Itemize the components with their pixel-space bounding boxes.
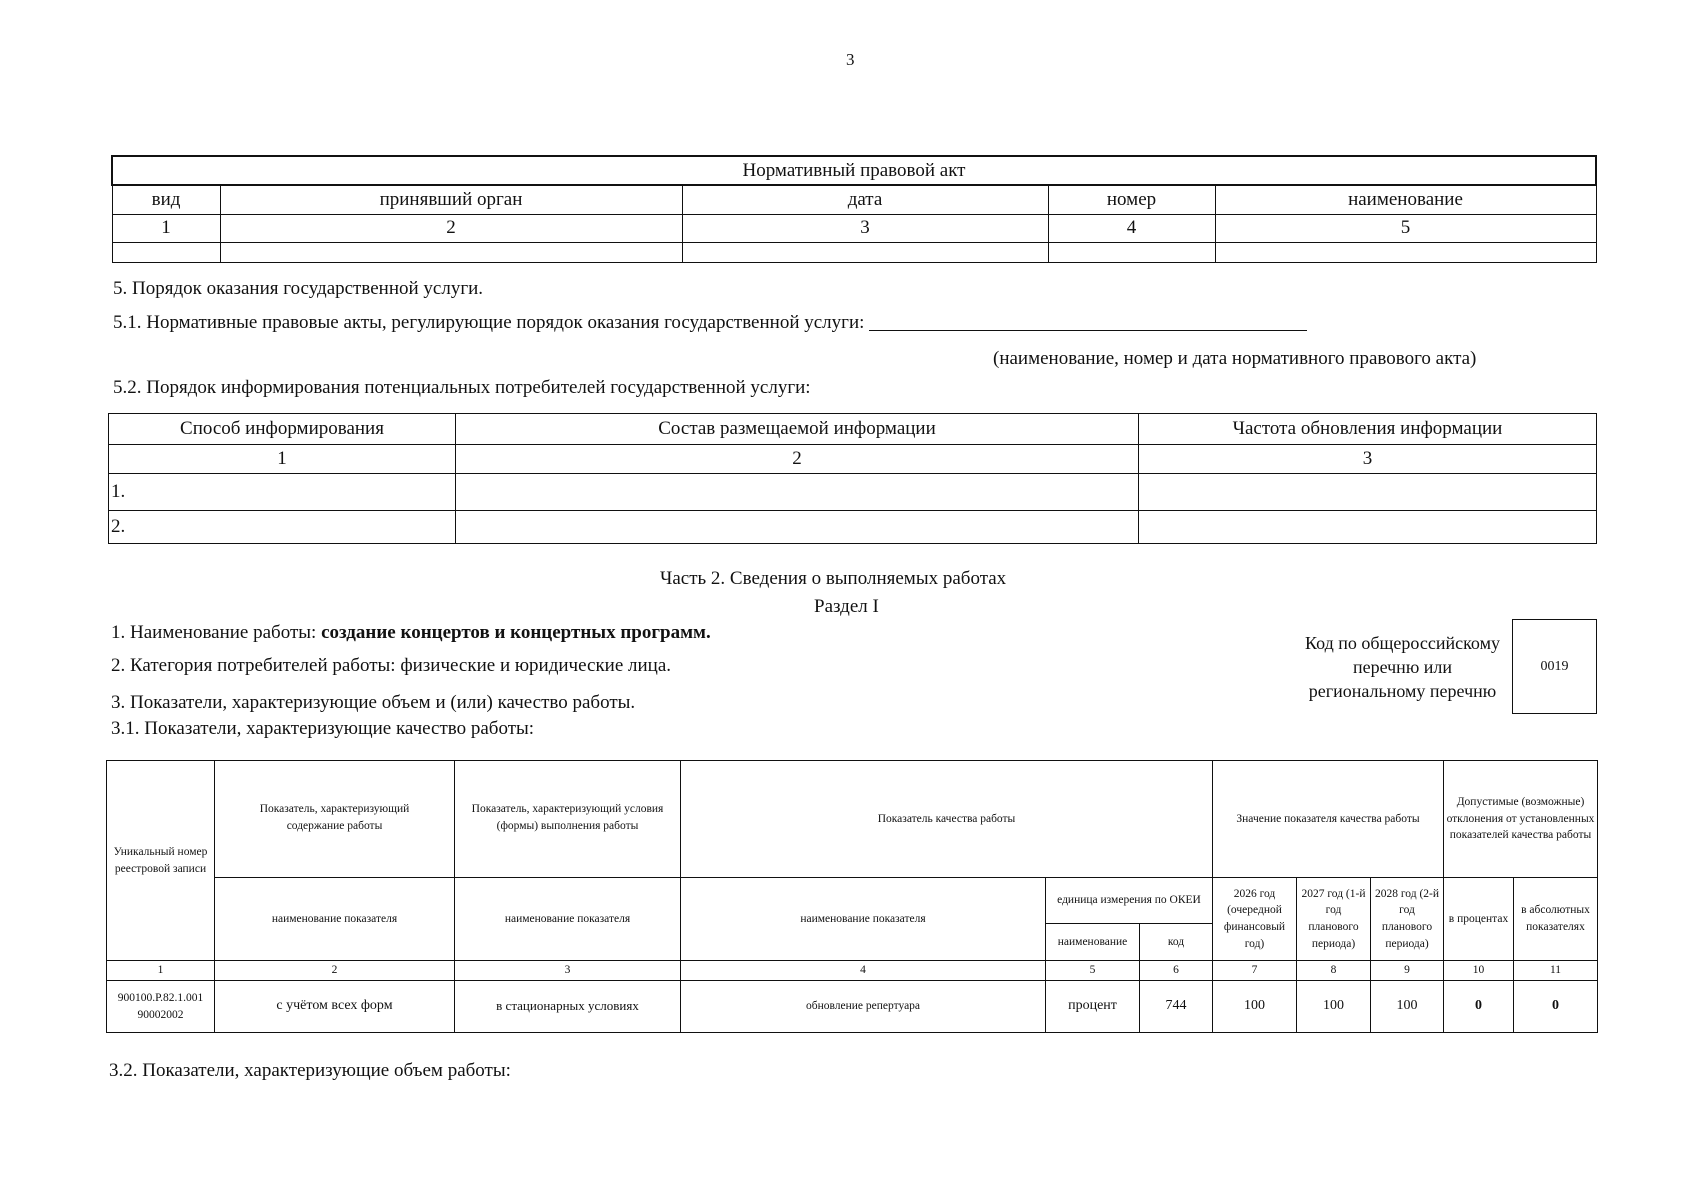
part2-item2: 2. Категория потребителей работы: физические и юридические лица.	[111, 655, 672, 676]
info-table	[108, 413, 1597, 544]
npa-col-number: 3	[682, 214, 1048, 242]
qh-conditions: Показатель, характеризующий условия (формы) выполнения работы	[455, 761, 681, 878]
info-col-number: 1	[109, 445, 456, 474]
qh-name-content: наименование показателя	[215, 878, 455, 961]
qh-abs: в абсолютных показателях	[1514, 878, 1598, 961]
info-empty-cell	[456, 511, 1139, 544]
part2-item32: 3.2. Показатели, характеризующие объем работы:	[109, 1060, 511, 1081]
qh-y2028: 2028 год (2-й год планового периода)	[1371, 878, 1444, 961]
part2-title: Часть 2. Сведения о выполняемых работах	[660, 568, 1007, 589]
section5-heading: 5. Порядок оказания государственной услуги.	[113, 278, 484, 299]
npa-header-organ: принявший орган	[220, 185, 682, 214]
part2-item1-label: 1. Наименование работы:	[111, 622, 322, 643]
qh-pct: в процентах	[1444, 878, 1514, 961]
q-row-content: с учётом всех форм	[215, 981, 455, 1033]
section5-item52: 5.2. Порядок информирования потенциальных потребителей государственной услуги:	[113, 377, 811, 398]
part2-item31: 3.1. Показатели, характеризующие качество работы:	[111, 718, 535, 739]
q-col-number: 10	[1444, 961, 1514, 981]
q-col-number: 4	[681, 961, 1046, 981]
q-col-number: 11	[1514, 961, 1598, 981]
qh-content: Показатель, характеризующий содержание работы	[215, 761, 455, 878]
page-number: 3	[846, 50, 855, 69]
npa-empty-cell	[1048, 242, 1215, 262]
q-col-number: 2	[215, 961, 455, 981]
q-row-unit: процент	[1046, 981, 1140, 1033]
info-col-number: 3	[1139, 445, 1597, 474]
npa-col-number: 2	[220, 214, 682, 242]
qh-okei: единица измерения по ОКЕИ	[1046, 878, 1213, 924]
fill-line	[869, 330, 1307, 331]
npa-table	[111, 155, 1597, 263]
part2-item3: 3. Показатели, характеризующие объем и (или) качество работы.	[111, 692, 636, 713]
code-label-line: Код по общероссийскому	[1305, 633, 1500, 653]
info-empty-cell	[1139, 474, 1597, 511]
qh-quality: Показатель качества работы	[681, 761, 1213, 878]
info-empty-cell	[456, 474, 1139, 511]
qh-okei-code: код	[1140, 924, 1213, 961]
qh-deviation: Допустимые (возможные) отклонения от установленных показателей качества работы	[1444, 761, 1598, 878]
q-row-unique: 900100.Р.82.1.001 90002002	[107, 981, 215, 1033]
npa-col-number: 5	[1215, 214, 1596, 242]
section5-item51	[113, 312, 1307, 334]
info-empty-cell	[1139, 511, 1597, 544]
code-label	[1295, 631, 1510, 703]
code-value: 0019	[1540, 658, 1569, 674]
q-col-number: 3	[455, 961, 681, 981]
info-row-label: 2.	[109, 511, 456, 544]
npa-table-title: Нормативный правовой акт	[112, 156, 1596, 185]
npa-empty-cell	[1215, 242, 1596, 262]
info-header-method: Способ информирования	[109, 414, 456, 445]
qh-value: Значение показателя качества работы	[1213, 761, 1444, 878]
info-col-number: 2	[456, 445, 1139, 474]
npa-col-number: 1	[112, 214, 220, 242]
npa-header-kind: вид	[112, 185, 220, 214]
code-label-line: перечню или	[1352, 657, 1453, 677]
part2-section: Раздел I	[814, 596, 879, 617]
qh-y2026: 2026 год (очередной финансовый год)	[1213, 878, 1297, 961]
q-row-quality: обновление репертуара	[681, 981, 1046, 1033]
npa-empty-cell	[112, 242, 220, 262]
section5-item51-text: 5.1. Нормативные правовые акты, регулирующие порядок оказания государственной услуги:	[113, 312, 865, 333]
npa-header-number: номер	[1048, 185, 1215, 214]
quality-table	[106, 760, 1598, 1033]
qh-name-quality: наименование показателя	[681, 878, 1046, 961]
q-row-conditions: в стационарных условиях	[455, 981, 681, 1033]
q-row-y2026: 100	[1213, 981, 1297, 1033]
qh-name-conditions: наименование показателя	[455, 878, 681, 961]
q-col-number: 6	[1140, 961, 1213, 981]
npa-col-number: 4	[1048, 214, 1215, 242]
q-col-number: 1	[107, 961, 215, 981]
qh-okei-name: наименование	[1046, 924, 1140, 961]
qh-unique: Уникальный номер реестровой записи	[107, 761, 215, 961]
section5-item51-note: (наименование, номер и дата нормативного правового акта)	[993, 348, 1477, 369]
q-row-y2028: 100	[1371, 981, 1444, 1033]
q-row-code: 744	[1140, 981, 1213, 1033]
npa-header-date: дата	[682, 185, 1048, 214]
npa-empty-cell	[682, 242, 1048, 262]
qh-y2027: 2027 год (1-й год планового периода)	[1297, 878, 1371, 961]
info-header-frequency: Частота обновления информации	[1139, 414, 1597, 445]
q-row-y2027: 100	[1297, 981, 1371, 1033]
q-col-number: 8	[1297, 961, 1371, 981]
npa-empty-cell	[220, 242, 682, 262]
info-row-label: 1.	[109, 474, 456, 511]
part2-item1	[111, 622, 711, 644]
code-box	[1512, 619, 1597, 714]
q-col-number: 9	[1371, 961, 1444, 981]
q-row-abs: 0	[1514, 981, 1598, 1033]
code-label-line: региональному перечню	[1308, 681, 1497, 701]
q-row-pct: 0	[1444, 981, 1514, 1033]
q-col-number: 7	[1213, 961, 1297, 981]
q-col-number: 5	[1046, 961, 1140, 981]
info-header-content: Состав размещаемой информации	[456, 414, 1139, 445]
part2-item1-value: создание концертов и концертных программ.	[321, 622, 711, 643]
npa-header-name: наименование	[1215, 185, 1596, 214]
